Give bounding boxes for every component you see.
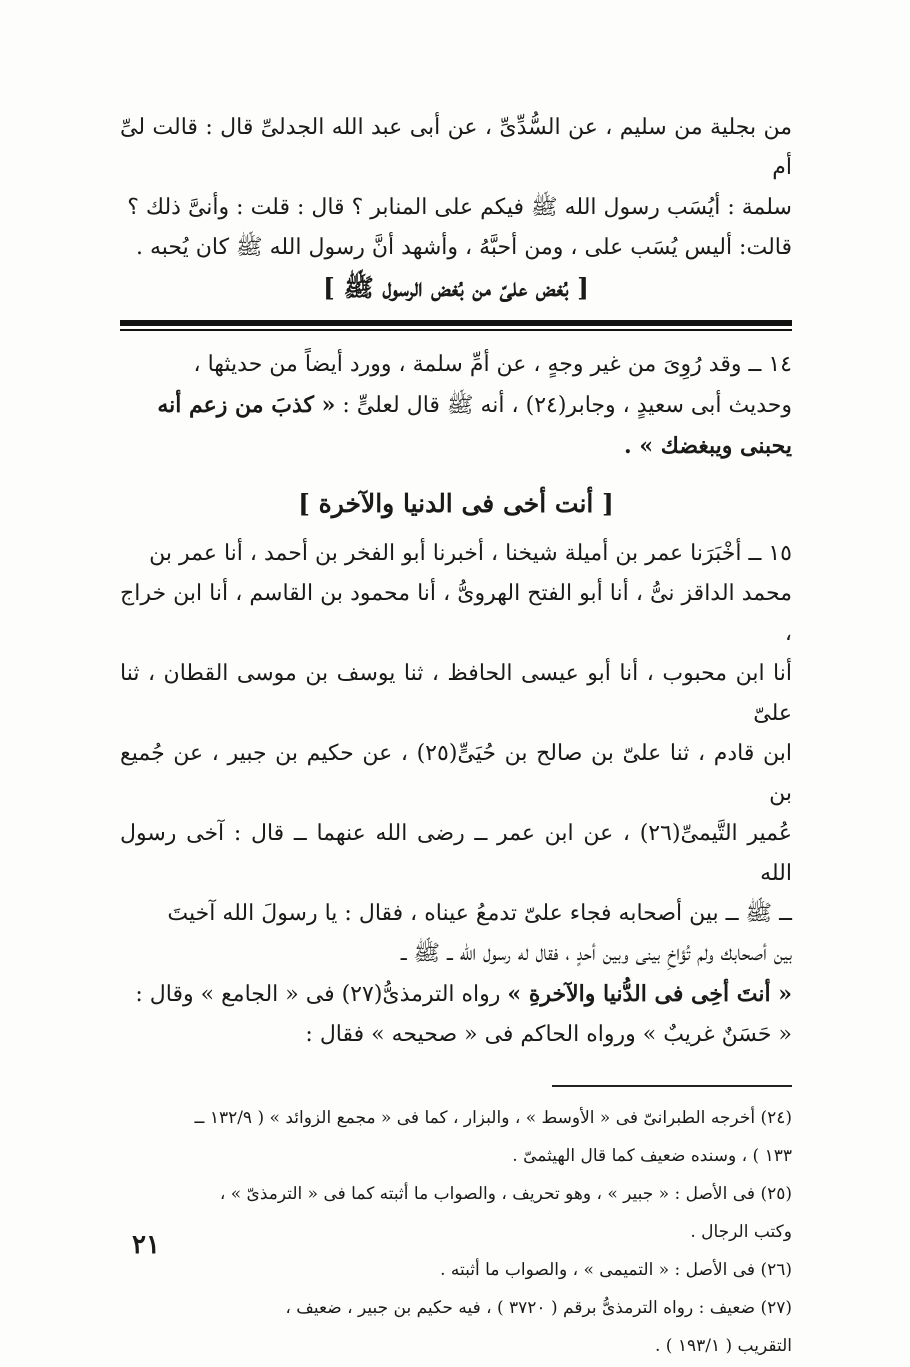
bold-quote: « كذبَ من زعم أنه [157, 392, 336, 418]
double-rule-divider [120, 320, 792, 331]
text-line: بين أصحابك ولم تُؤاخِ بينى وبين أحدٍ ، فقال له رسول الله ــ ﷺ ــ [401, 941, 792, 966]
page-body [120, 108, 792, 1367]
section-2-paragraph [120, 534, 792, 1055]
text-line: سلمة : أيُسَب رسول الله ﷺ فيكم على المنابر ؟ قال : قلت : وأنىَّ ذلك ؟ [127, 195, 792, 220]
footnote-line: التقريب ( ١٩٣/١ ) . [655, 1336, 792, 1356]
rule-thick [120, 320, 792, 326]
text-line [120, 385, 792, 426]
footnote-line: وكتب الرجال . [690, 1222, 792, 1242]
text-line: ــ ﷺ ــ بين أصحابه فجاء علىّ تدمعُ عيناه ، فقال : يا رسولَ الله آخيتَ [167, 901, 792, 926]
text-run: رواه الترمذىُّ(٢٧) فى « الجامع » وقال : [135, 982, 501, 1007]
text-line [120, 974, 792, 1015]
bold-quote: « أنتَ أخِى فى الدُّنيا والآخرةِ » [507, 981, 792, 1007]
section-1-paragraph [120, 345, 792, 466]
text-line: محمد الداقز نىُّ ، أنا أبو الفتح الهروىُّ ، أنا محمود بن القاسم ، أنا ابن خراج ، [120, 581, 792, 646]
rule-thin [120, 329, 792, 331]
text-line: يحبنى ويبغضك » . [624, 433, 792, 459]
footnote-26 [120, 1253, 792, 1287]
footnote-separator [552, 1085, 792, 1087]
footnote-line: (٢٥) فى الأصل : « جبير » ، وهو تحريف ، والصواب ما أثبته كما فى « الترمذىّ » ، [219, 1184, 792, 1204]
footnote-line: (٢٤) أخرجه الطبرانىّ فى « الأوسط » ، والبزار ، كما فى « مجمع الزوائد » ( ١٣٢/٩ ــ [194, 1108, 792, 1128]
text-line: ١٥ ــ أخْبَرَنا عمر بن أميلة شيخنا ، أخبرنا أبو الفخر بن أحمد ، أنا عمر بن [149, 541, 792, 566]
text-line: من بجلية من سليم ، عن السُّدِّىِّ ، عن أبى عبد الله الجدلىِّ قال : قالت لىِّ أم [120, 115, 792, 180]
section-title-1: [ بُغض علىّ من بُغض الرسول ﷺ ] [323, 273, 589, 302]
page-number: ٢١ [132, 1230, 160, 1260]
footnote-24 [120, 1101, 792, 1173]
text-line: أنا ابن محبوب ، أنا أبو عيسى الحافظ ، ثنا يوسف بن موسى القطان ، ثنا علىّ [120, 661, 792, 726]
top-paragraph [120, 108, 792, 268]
text-line: عُمير التَّيمىِّ(٢٦) ، عن ابن عمر ــ رضى الله عنهما ــ قال : آخى رسول الله [120, 821, 792, 886]
text-line: ابن قادم ، ثنا علىّ بن صالح بن حُيَىٍّ(٢٥) ، عن حكيم بن جبير ، عن جُميع بن [120, 741, 792, 806]
footnote-line: (٢٦) فى الأصل : « التميمى » ، والصواب ما أثبته . [440, 1260, 792, 1280]
text-line: ١٤ ــ وقد رُوِىَ من غير وجهٍ ، عن أمِّ سلمة ، وورد أيضاً من حديثها ، [193, 352, 792, 377]
text-run: وحديث أبى سعيدٍ ، وجابر(٢٤) ، أنه ﷺ قال لعلىٍّ : [342, 393, 792, 418]
section-title-2: [ أنت أخى فى الدنيا والآخرة ] [298, 489, 614, 518]
footnote-25 [120, 1177, 792, 1249]
text-line: « حَسَنٌ غريبٌ » ورواه الحاكم فى « صحيحه » فقال : [305, 1022, 792, 1047]
footnotes [120, 1101, 792, 1363]
text-line: قالت: أليس يُسَب على ، ومن أحبَّهُ ، وأشهد أنَّ رسول الله ﷺ كان يُحبه . [135, 235, 792, 260]
footnote-line: (٢٧) ضعيف : رواه الترمذىُّ برقم ( ٣٧٢٠ ) ، فيه حكيم بن جبير ، ضعيف ، [285, 1298, 792, 1318]
footnote-27 [120, 1291, 792, 1363]
footnote-line: ١٣٣ ) ، وسنده ضعيف كما قال الهيثمىّ . [512, 1146, 792, 1166]
